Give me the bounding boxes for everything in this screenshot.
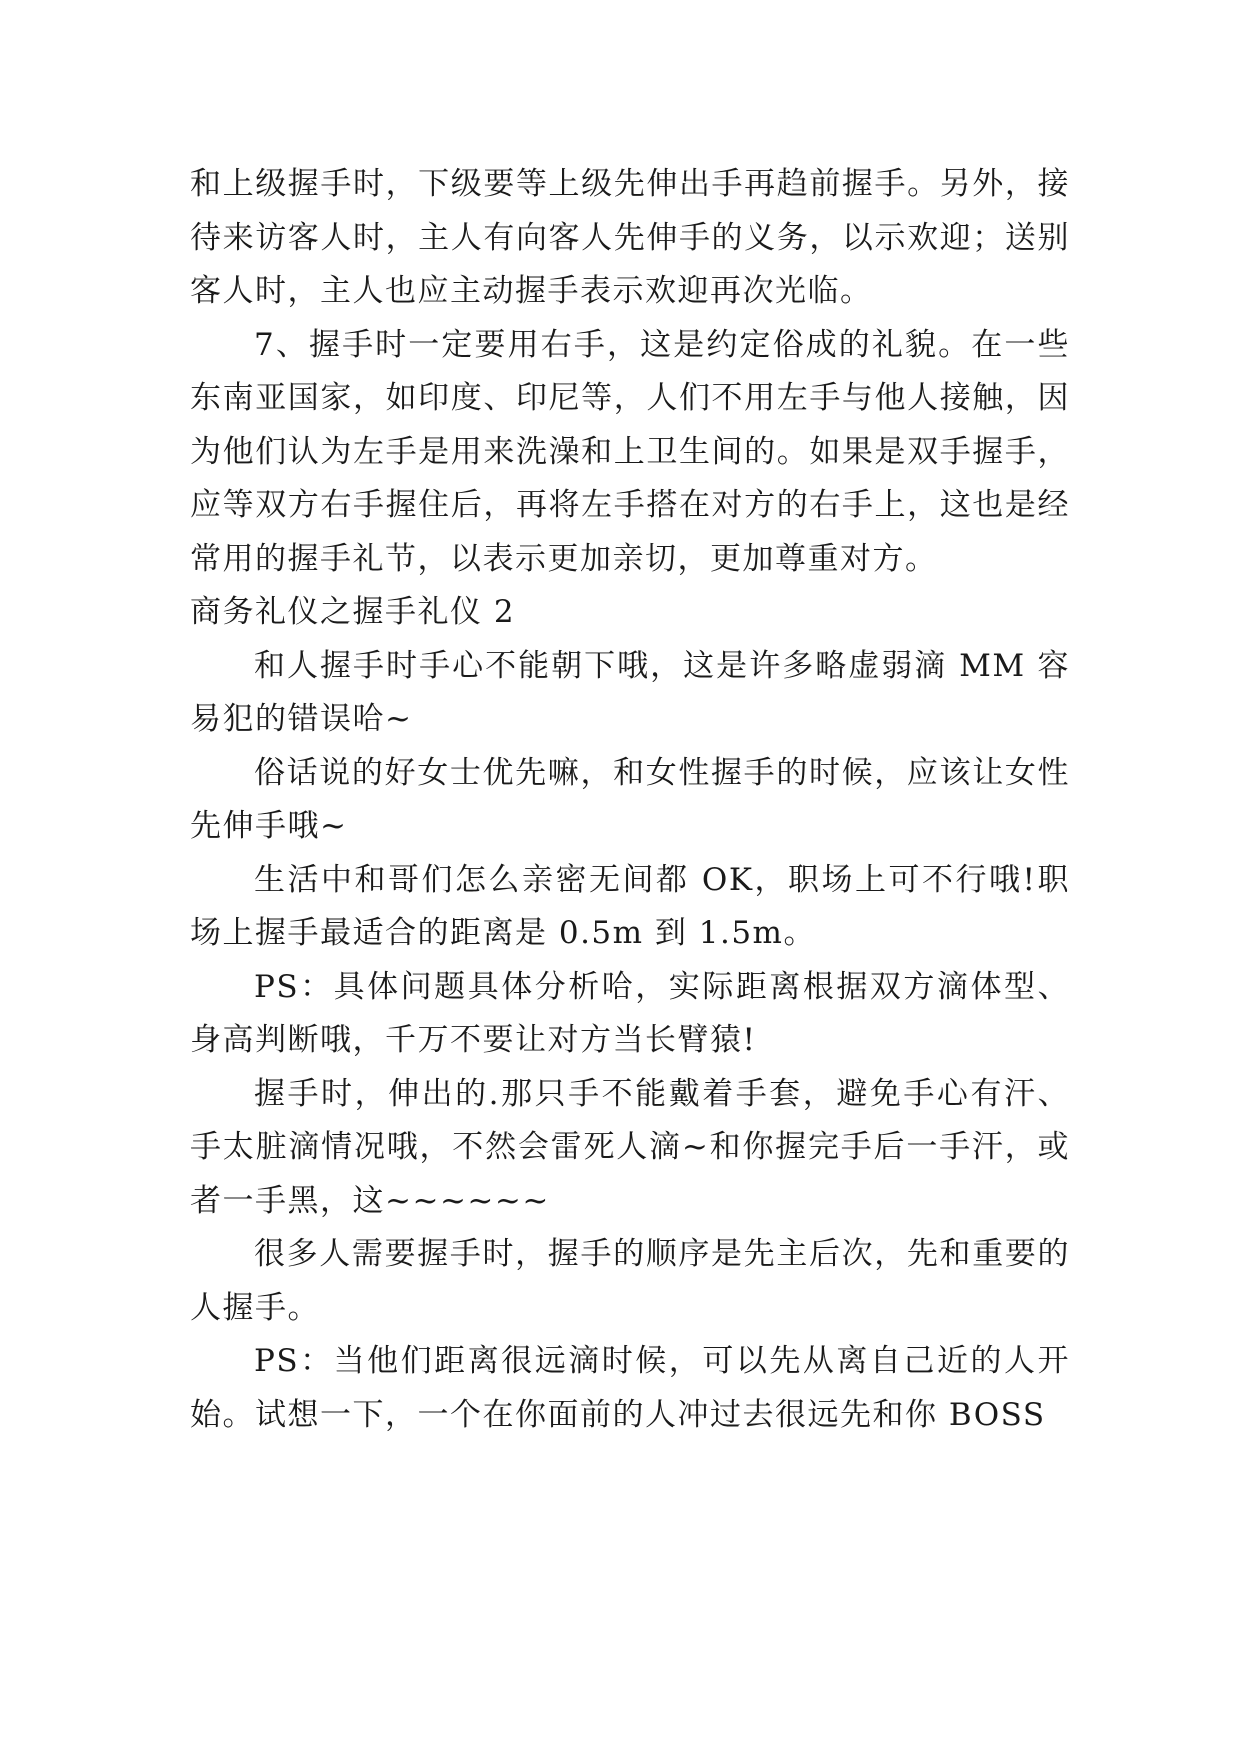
paragraph-4: 俗话说的好女士优先嘛，和女性握手的时候，应该让女性先伸手哦~	[190, 754, 1070, 844]
paragraph-2: 7、握手时一定要用右手，这是约定俗成的礼貌。在一些东南亚国家，如印度、印尼等，人们不用左手与他人接触，因为他们认为左手是用来洗澡和上卫生间的。如果是双手握手，应等双方右手握住后，再将左手搭在对方的右手上，这也是经常用的握手礼节，以表示更加亲切，更加尊重对方。	[190, 326, 1070, 577]
paragraph-3: 和人握手时手心不能朝下哦，这是许多略虚弱滴 MM 容易犯的错误哈~	[190, 647, 1070, 737]
document-body	[190, 158, 1070, 1442]
paragraph-5: 生活中和哥们怎么亲密无间都 OK，职场上可不行哦!职场上握手最适合的距离是 0.5m 到 1.5m。	[190, 861, 1070, 951]
section-heading: 商务礼仪之握手礼仪 2	[190, 594, 516, 630]
paragraph-6: PS：具体问题具体分析哈，实际距离根据双方滴体型、身高判断哦，千万不要让对方当长臂猿!	[190, 968, 1070, 1058]
paragraph-8: 很多人需要握手时，握手的顺序是先主后次，先和重要的人握手。	[190, 1236, 1070, 1326]
paragraph-7: 握手时，伸出的.那只手不能戴着手套，避免手心有汗、手太脏滴情况哦，不然会雷死人滴~和你握完手后一手汗，或者一手黑，这~~~~~~	[190, 1075, 1070, 1219]
paragraph-1: 和上级握手时，下级要等上级先伸出手再趋前握手。另外，接待来访客人时，主人有向客人先伸手的义务，以示欢迎；送别客人时，主人也应主动握手表示欢迎再次光临。	[190, 166, 1070, 309]
paragraph-9: PS：当他们距离很远滴时候，可以先从离自己近的人开始。试想一下，一个在你面前的人冲过去很远先和你 BOSS	[190, 1343, 1070, 1433]
